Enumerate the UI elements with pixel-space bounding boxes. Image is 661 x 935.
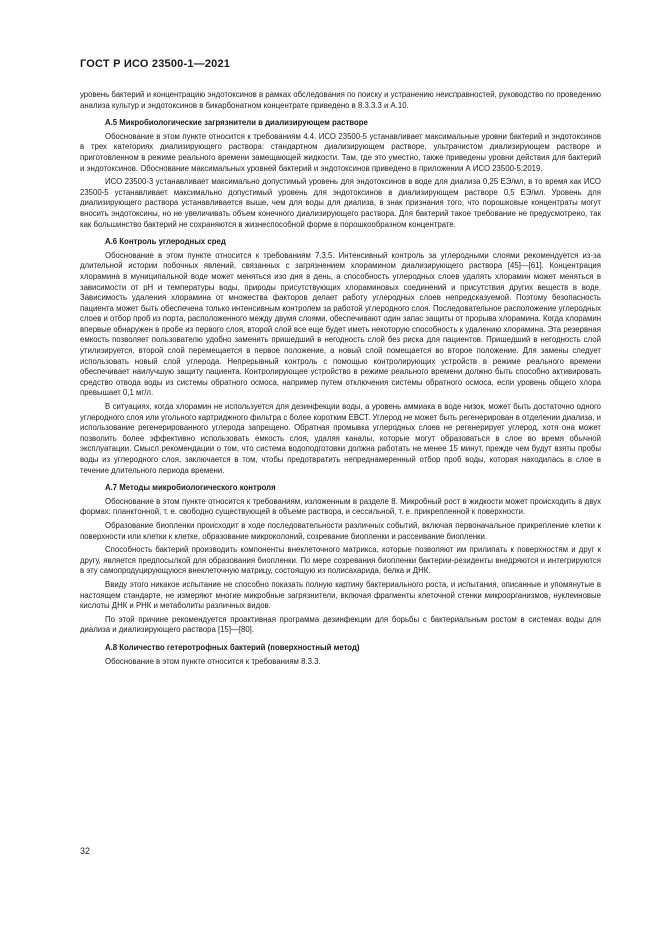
paragraph: В ситуациях, когда хлорамин не используется для дезинфекции воды, а уровень аммиака в воде низок, может быть достаточно одного углеродного слоя или угольного картриджного фильтра с более коротким ЕВСТ. Углерод не может быть регенерирован в отделении диализа, и использование регенерированного углерода запрещено. Обратная промывка углеродных слоев не регенерирует углерод, хотя она может позволить более эффективно использовать емкость слоя, удаляя каналы, которые могут образоваться в слое во время обычной эксплуатации. Смысл рекомендации о том, что система водоподготовки должна работать не менее 15 минут, прежде чем будут взяты пробы воды из углеродного слоя, заключается в том, чтобы предотвратить непреднамеренный отбор проб воды, которая находилась в слое в течение длительного периода времени. — [80, 402, 601, 475]
section-heading: А.5 Микробиологические загрязнители в диализирующем растворе — [105, 118, 368, 128]
paragraph: Ввиду этого никакое испытание не способно показать полную картину бактериального роста, и испытания, описанные и упомянутые в настоящем стандарте, не измеряют многие микробные загрязнители, включая фрагменты клеточной стенки микроорганизмов, нуклеиновые кислоты ДНК и РНК и метаболиты различных видов. — [80, 579, 601, 611]
paragraph: Обоснование в этом пункте относится к требованиям 8.3.3. — [105, 656, 321, 666]
document-body — [80, 90, 601, 667]
paragraph: По этой причине рекомендуется проактивная программа дезинфекции для борьбы с бактериальным ростом в системах воды для диализа и диализирующего раствора [15]—[80]. — [80, 614, 601, 635]
section-a7 — [80, 483, 601, 636]
paragraph: Образование биопленки происходит в ходе последовательности различных событий, включая первоначальное прикрепление клетки к поверхности или клетки к клетке, образование микроколоний, созревание биопленки и рассеивание биопленки. — [80, 520, 601, 541]
intro-paragraph: уровень бактерий и концентрацию эндотоксинов в рамках обследования по поиску и устранению неисправностей, руководство по проведению анализа культур и эндотоксинов в бикарбонатном концентрате приведено в 8.3.3.3 и А.10. — [80, 90, 601, 110]
standard-header: ГОСТ Р ИСО 23500-1—2021 — [80, 58, 231, 70]
section-a6 — [80, 237, 601, 476]
section-a5 — [80, 118, 601, 230]
section-heading: А.8 Количество гетеротрофных бактерий (поверхностный метод) — [105, 642, 360, 652]
paragraph: ИСО 23500-3 устанавливает максимально допустимый уровень для эндотоксинов в воде для диализа 0,25 ЕЭ/мл, в то время как ИСО 23500-5 устанавливает максимально допустимый уровень для эндотоксинов в диализирующем растворе 0,5 ЕЭ/мл. Уровень для диализирующего раствора устанавливается выше, чем для воды для диализа, в знак признания того, что порошковые концентраты могут вносить эндотоксины, но не увеличивать объем конечного диализирующего раствора. Для бактерий такое требование не предусмотрено, так как большинство бактерий не сохраняются в жизнеспособной форме в порошкообразном концентрате. — [80, 177, 601, 229]
section-a8 — [80, 643, 601, 667]
section-heading: А.6 Контроль углеродных сред — [105, 237, 226, 247]
section-heading: А.7 Методы микробиологического контроля — [105, 483, 276, 493]
page-number: 32 — [80, 846, 91, 856]
paragraph: Обоснование в этом пункте относится к требованиям, изложенным в разделе 8. Микробный рост в жидкости может происходить в двух формах: планктонной, т. е. свободно существующей в объеме раствора, и сессильной, т. е. прикрепленной к поверхности. — [80, 496, 601, 517]
paragraph: Способность бактерий производить компоненты внеклеточного матрикса, которые позволяют им прилипать к поверхностям и друг к другу, является предпосылкой для образования биопленки. По мере созревания биопленки бактерии-резиденты внедряются и интегрируются в эту самопродуцирующуюся внеклеточную матрицу, состоящую из полисахарида, белка и ДНК. — [80, 545, 601, 576]
paragraph: Обоснование в этом пункте относится к требованиям 7.3.5. Интенсивный контроль за углеродными слоями рекомендуется из-за длительной истории побочных явлений, связанных с загрязнением хлорамином диализирующего раствора [45]—[61]. Концентрация хлорамина в муниципальной воде может меняться изо дня в день, а способность углеродных слоев удалять хлорамин может меняться в зависимости от pH и температуры воды, природы присутствующих хлораминовых соединений и присутствия других веществ в воде. Зависимость удаления хлорамина от множества факторов делает работу углеродных слоев непредсказуемой. Поэтому безопасность пациента может быть обеспечена только интенсивным контролем за работой углеродного слоя. Последовательное расположение углеродных слоев и отбор проб из порта, расположенного между двумя слоями, обеспечивают один запас защиты от прорыва хлорамина. Когда хлорамин впервые обнаружен в пробе из первого слоя, второй слой все еще будет иметь некоторую способность к удалению хлорамина. Эта резервная емкость позволяет пользователю удобно заменить пришедший в негодность слой без риска для пациентов. Пришедший в негодность слой утилизируется, второй слой перемещается в первое положение, а новый слой помещается во второе положение. Для замены следует использовать новый слой углерода. Непрерывный контроль с помощью контролирующих устройств в режиме реального времени обеспечивает наилучшую защиту пациента. Контролирующее устройство в режиме реального времени должно быть способно активировать средство отвода воды из системы обратного осмоса, например путем отключения системы обратного осмоса, если уровень общего хлора превышает 0,1 мг/л. — [80, 250, 601, 398]
paragraph: Обоснование в этом пункте относится к требованиям 4.4. ИСО 23500-5 устанавливает максимальные уровни бактерий и эндотоксинов в трех категориях диализирующего раствора: стандартном диализирующем растворе, ультрачистом диализирующем растворе и приготовленном в режиме реального времени замещающей жидкости. Там, где это уместно, также приведены уровни действия для бактерий и эндотоксинов. Обоснование максимальных уровней бактерий и эндотоксинов приведено в приложении А ИСО 23500-5:2019. — [80, 131, 601, 173]
